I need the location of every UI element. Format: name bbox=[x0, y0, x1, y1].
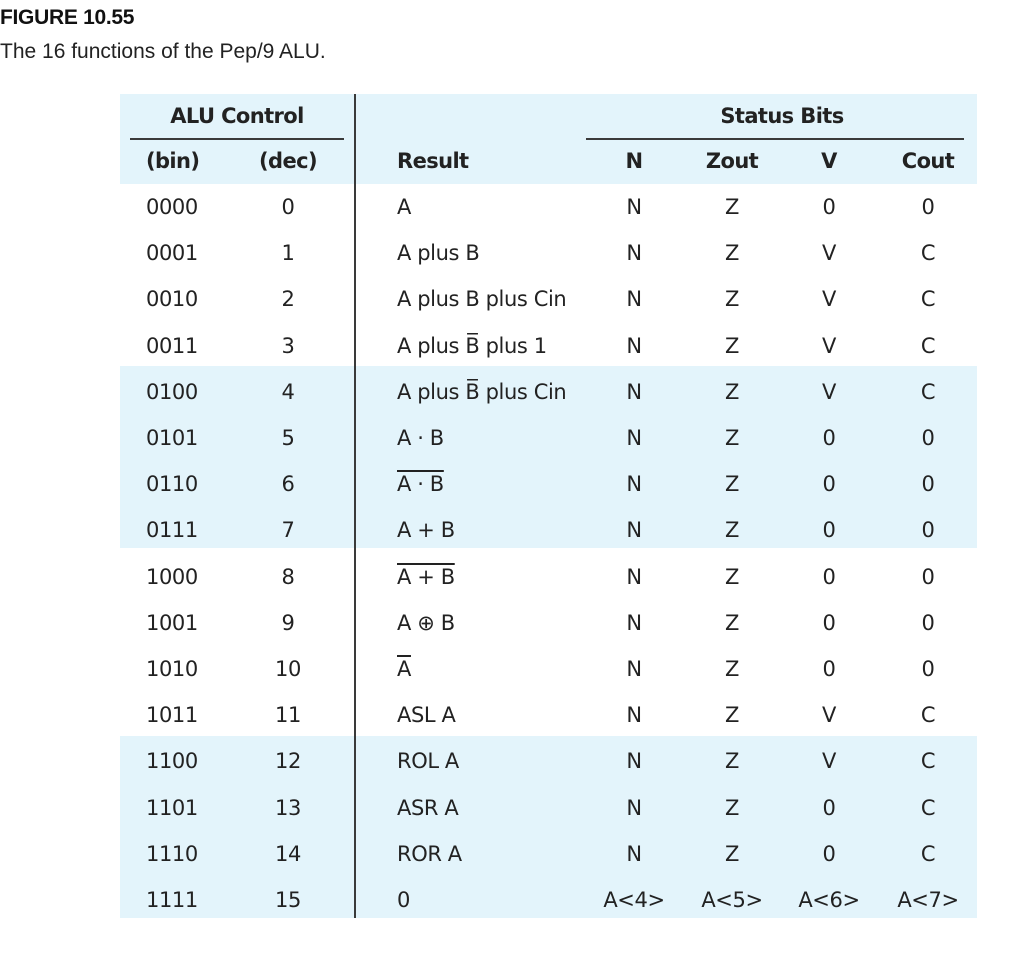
cell-v: 0 bbox=[822, 657, 836, 681]
cell-n: N bbox=[626, 472, 642, 497]
cell-v: 0 bbox=[822, 472, 836, 497]
cell-zout: Z bbox=[725, 426, 739, 450]
cell-dec: 11 bbox=[275, 703, 301, 728]
alu-control-underline bbox=[130, 138, 344, 140]
cell-result: A · B bbox=[397, 426, 444, 450]
cell-n: N bbox=[626, 749, 642, 774]
cell-cout: 0 bbox=[921, 610, 935, 635]
figure-caption: The 16 functions of the Pep/9 ALU. bbox=[0, 40, 326, 63]
cell-cout: C bbox=[920, 241, 936, 266]
cell-result: $\overline{A}$ bbox=[397, 657, 411, 681]
cell-zout: Z bbox=[725, 795, 739, 820]
cell-bin: 0111 bbox=[146, 518, 198, 543]
cell-n: N bbox=[626, 703, 642, 728]
col-header-n: N bbox=[625, 149, 643, 173]
cell-dec: 1 bbox=[281, 241, 295, 266]
cell-result: 0 bbox=[397, 888, 410, 912]
cell-zout: Z bbox=[725, 749, 739, 774]
cell-dec: 12 bbox=[275, 749, 301, 774]
cell-result: ASR A bbox=[397, 795, 459, 820]
cell-bin: 0001 bbox=[146, 241, 198, 266]
cell-result: A plus B̅ plus Cin bbox=[397, 379, 567, 404]
cell-n: N bbox=[626, 610, 642, 635]
cell-bin: 1111 bbox=[146, 888, 198, 912]
cell-cout: 0 bbox=[921, 472, 935, 497]
cell-dec: 13 bbox=[275, 795, 301, 820]
cell-zout: A<5> bbox=[701, 888, 763, 912]
cell-bin: 1011 bbox=[146, 703, 198, 728]
cell-v: V bbox=[822, 703, 836, 728]
cell-v: V bbox=[822, 333, 836, 358]
cell-dec: 6 bbox=[281, 472, 295, 497]
cell-dec: 0 bbox=[281, 195, 295, 219]
cell-zout: Z bbox=[725, 195, 739, 219]
cell-cout: C bbox=[920, 333, 936, 358]
cell-bin: 1101 bbox=[146, 795, 198, 820]
cell-cout: C bbox=[920, 749, 936, 774]
cell-zout: Z bbox=[725, 518, 739, 543]
group-header-alu-control: ALU Control bbox=[170, 104, 304, 128]
cell-bin: 0011 bbox=[146, 333, 198, 358]
cell-n: N bbox=[626, 287, 642, 312]
cell-result: A plus B plus Cin bbox=[397, 287, 567, 312]
cell-result: A + B bbox=[397, 518, 455, 543]
cell-zout: Z bbox=[725, 841, 739, 866]
column-divider bbox=[354, 94, 356, 918]
cell-cout: C bbox=[920, 287, 936, 312]
cell-bin: 0010 bbox=[146, 287, 198, 312]
cell-n: A<4> bbox=[603, 888, 665, 912]
cell-zout: Z bbox=[725, 379, 739, 404]
cell-v: V bbox=[822, 241, 836, 266]
cell-zout: Z bbox=[725, 657, 739, 681]
cell-v: 0 bbox=[822, 841, 836, 866]
cell-dec: 3 bbox=[281, 333, 295, 358]
cell-cout: 0 bbox=[921, 426, 935, 450]
cell-n: N bbox=[626, 657, 642, 681]
cell-n: N bbox=[626, 333, 642, 358]
cell-cout: C bbox=[920, 379, 936, 404]
cell-n: N bbox=[626, 518, 642, 543]
cell-dec: 8 bbox=[281, 564, 295, 589]
cell-bin: 1110 bbox=[146, 841, 198, 866]
col-header-cout: Cout bbox=[901, 149, 955, 173]
status-bits-underline bbox=[586, 138, 964, 140]
cell-result: ROR A bbox=[397, 841, 462, 866]
cell-v: V bbox=[822, 379, 836, 404]
col-header-result: Result bbox=[397, 149, 469, 173]
cell-dec: 14 bbox=[275, 841, 301, 866]
cell-cout: 0 bbox=[921, 657, 935, 681]
cell-result: A · B bbox=[397, 472, 444, 497]
col-header-v: V bbox=[821, 149, 837, 173]
cell-result: A + B bbox=[397, 564, 455, 589]
cell-v: V bbox=[822, 749, 836, 774]
cell-n: N bbox=[626, 195, 642, 219]
cell-zout: Z bbox=[725, 610, 739, 635]
cell-cout: A<7> bbox=[897, 888, 959, 912]
group-header-status-bits: Status Bits bbox=[720, 104, 844, 128]
cell-cout: C bbox=[920, 795, 936, 820]
cell-result: ROL A bbox=[397, 749, 459, 774]
cell-dec: 15 bbox=[275, 888, 301, 912]
cell-result: A bbox=[397, 195, 411, 219]
cell-v: 0 bbox=[822, 518, 836, 543]
cell-result: ASL A bbox=[397, 703, 456, 728]
cell-dec: 10 bbox=[275, 657, 301, 681]
cell-result: A plus B̅ plus 1 bbox=[397, 333, 547, 358]
cell-n: N bbox=[626, 426, 642, 450]
cell-v: 0 bbox=[822, 426, 836, 450]
cell-v: A<6> bbox=[798, 888, 860, 912]
cell-cout: 0 bbox=[921, 195, 935, 219]
cell-n: N bbox=[626, 379, 642, 404]
cell-cout: 0 bbox=[921, 564, 935, 589]
cell-dec: 5 bbox=[281, 426, 295, 450]
cell-cout: 0 bbox=[921, 518, 935, 543]
cell-zout: Z bbox=[725, 703, 739, 728]
cell-bin: 0000 bbox=[146, 195, 198, 219]
col-header-dec: (dec) bbox=[259, 149, 317, 173]
cell-v: 0 bbox=[822, 195, 836, 219]
cell-zout: Z bbox=[725, 333, 739, 358]
cell-bin: 1000 bbox=[146, 564, 198, 589]
cell-zout: Z bbox=[725, 241, 739, 266]
cell-n: N bbox=[626, 564, 642, 589]
figure-label: FIGURE 10.55 bbox=[0, 6, 135, 29]
cell-zout: Z bbox=[725, 564, 739, 589]
cell-v: 0 bbox=[822, 610, 836, 635]
cell-bin: 0101 bbox=[146, 426, 198, 450]
cell-dec: 7 bbox=[281, 518, 295, 543]
cell-bin: 0110 bbox=[146, 472, 198, 497]
cell-dec: 4 bbox=[281, 379, 295, 404]
cell-dec: 2 bbox=[281, 287, 295, 312]
cell-cout: C bbox=[920, 703, 936, 728]
cell-v: 0 bbox=[822, 795, 836, 820]
cell-dec: 9 bbox=[281, 610, 295, 635]
cell-bin: 1010 bbox=[146, 657, 198, 681]
cell-n: N bbox=[626, 841, 642, 866]
cell-bin: 1001 bbox=[146, 610, 198, 635]
cell-result: A plus B bbox=[397, 241, 480, 266]
cell-bin: 0100 bbox=[146, 379, 198, 404]
col-header-zout: Zout bbox=[705, 149, 759, 173]
cell-zout: Z bbox=[725, 287, 739, 312]
cell-n: N bbox=[626, 795, 642, 820]
cell-cout: C bbox=[920, 841, 936, 866]
cell-result: A ⊕ B bbox=[397, 610, 455, 635]
col-header-bin: (bin) bbox=[146, 149, 200, 173]
cell-v: V bbox=[822, 287, 836, 312]
alu-functions-table bbox=[120, 94, 977, 918]
cell-zout: Z bbox=[725, 472, 739, 497]
cell-v: 0 bbox=[822, 564, 836, 589]
cell-bin: 1100 bbox=[146, 749, 198, 774]
cell-n: N bbox=[626, 241, 642, 266]
